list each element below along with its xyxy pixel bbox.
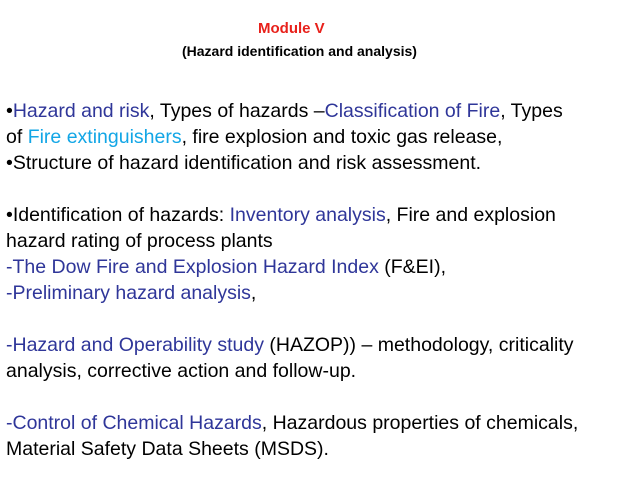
highlighted-topic: Inventory analysis [229, 204, 386, 226]
highlighted-topic: -Control of Chemical Hazards [6, 412, 262, 434]
body-line [6, 358, 636, 384]
body-text: Material Safety Data Sheets (MSDS). [6, 438, 329, 460]
body-text: • [6, 100, 13, 122]
highlighted-topic: -Hazard and Operability study [6, 334, 264, 356]
body-text: •Structure of hazard identification and risk assessment. [6, 152, 482, 174]
slide-body [6, 98, 636, 462]
slide-title: Module V [258, 20, 325, 37]
body-line [6, 150, 636, 176]
highlighted-topic: -The Dow Fire and Explosion Hazard Index [6, 256, 379, 278]
body-line [6, 228, 636, 254]
body-line [6, 202, 636, 228]
body-text: hazard rating of process plants [6, 230, 273, 252]
body-line [6, 254, 636, 280]
body-line [6, 436, 636, 462]
body-text: , Fire and explosion [385, 204, 556, 226]
body-text: of [6, 126, 28, 148]
body-line [6, 124, 636, 150]
highlighted-topic: Classification of Fire [324, 100, 501, 122]
blank-line [6, 176, 636, 202]
body-text: , Types [500, 100, 563, 122]
body-text: , Hazardous properties of chemicals, [261, 412, 579, 434]
body-text: , fire explosion and toxic gas release, [181, 126, 503, 148]
body-line [6, 98, 636, 124]
highlighted-topic: Hazard and risk [12, 100, 150, 122]
body-text: (HAZOP)) – methodology, criticality [263, 334, 574, 356]
body-text: •Identification of hazards: [6, 204, 230, 226]
highlighted-topic: -Preliminary hazard analysis [6, 282, 251, 304]
body-line [6, 332, 636, 358]
body-line [6, 280, 636, 306]
body-text: , [250, 282, 257, 304]
blank-line [6, 306, 636, 332]
slide-subtitle: (Hazard identification and analysis) [182, 43, 417, 59]
body-text: (F&EI), [378, 256, 447, 278]
body-text: analysis, corrective action and follow-up. [6, 360, 357, 382]
blank-line [6, 384, 636, 410]
body-line [6, 410, 636, 436]
highlighted-topic: Fire extinguishers [27, 126, 182, 148]
body-text: , Types of hazards – [149, 100, 325, 122]
